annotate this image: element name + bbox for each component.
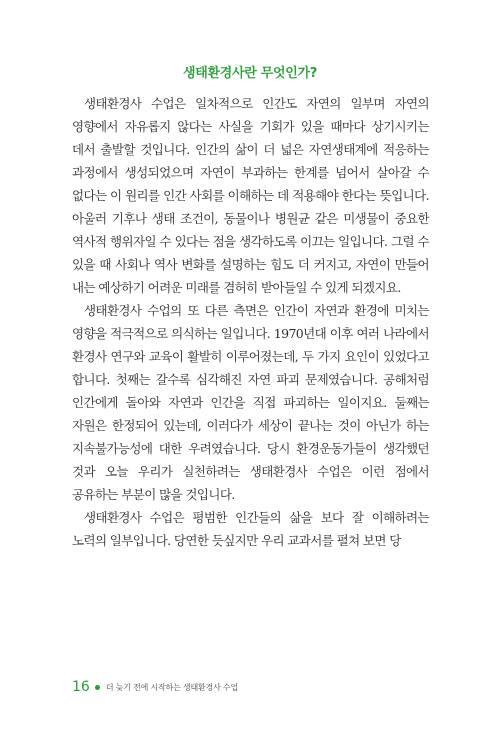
page-number: 16 xyxy=(72,679,90,695)
paragraph-3: 생태환경사 수업은 평범한 인간들의 삶을 보다 잘 이해하려는 노력의 일부입니다. 당연한 듯싶지만 우리 교과서를 펼쳐 보면 당 xyxy=(72,510,429,548)
section-title: 생태환경사란 무엇인가? xyxy=(182,66,318,81)
body-text xyxy=(72,92,429,552)
page-footer xyxy=(72,677,238,697)
bullet-icon xyxy=(95,685,100,690)
running-title: 더 늦기 전에 시작하는 생태환경사 수업 xyxy=(105,682,238,692)
paragraph-2: 생태환경사 수업의 또 다른 측면은 인간이 자연과 환경에 미치는 영향을 적극적으로 의식하는 일입니다. 1970년대 이후 여러 나라에서 환경사 연구와 교육이 활발히 이루어졌는데, 두 가지 요인이 있었다고 합니다. 첫째는 갈수록 심각해진 자연 파괴 문제였습니다. 공해처럼 인간에게 돌아와 자연과 인간을 직접 파괴하는 일이지요. 둘째는 자원은 한정되어 있는데, 이러다가 세상이 끝나는 것이 아닌가 하는 지속불가능성에 대한 우려였습니다. 당시 환경운동가들이 생각했던 것과 오늘 우리가 실천하려는 생태환경사 수업은 이런 점에서 공유하는 부분이 많을 것입니다. xyxy=(72,303,429,502)
paragraph-1: 생태환경사 수업은 일차적으로 인간도 자연의 일부며 자연의 영향에서 자유롭지 않다는 사실을 기회가 있을 때마다 상기시키는 데서 출발할 것입니다. 인간의 삶이 더 넓은 자연생태계에 적응하는 과정에서 생성되었으며 자연이 부과하는 한계를 넘어서 살아갈 수 없다는 이 원리를 인간 사회를 이해하는 데 적용해야 한다는 뜻입니다. 아울러 기후나 생태 조건이, 동물이나 병원균 같은 미생물이 중요한 역사적 행위자일 수 있다는 점을 생각하도록 이끄는 일입니다. 그럴 수 있을 때 사회나 역사 변화를 설명하는 힘도 더 커지고, 자연이 만들어 내는 예상하기 어려운 미래를 겸허히 받아들일 수 있게 되겠지요. xyxy=(72,96,429,295)
